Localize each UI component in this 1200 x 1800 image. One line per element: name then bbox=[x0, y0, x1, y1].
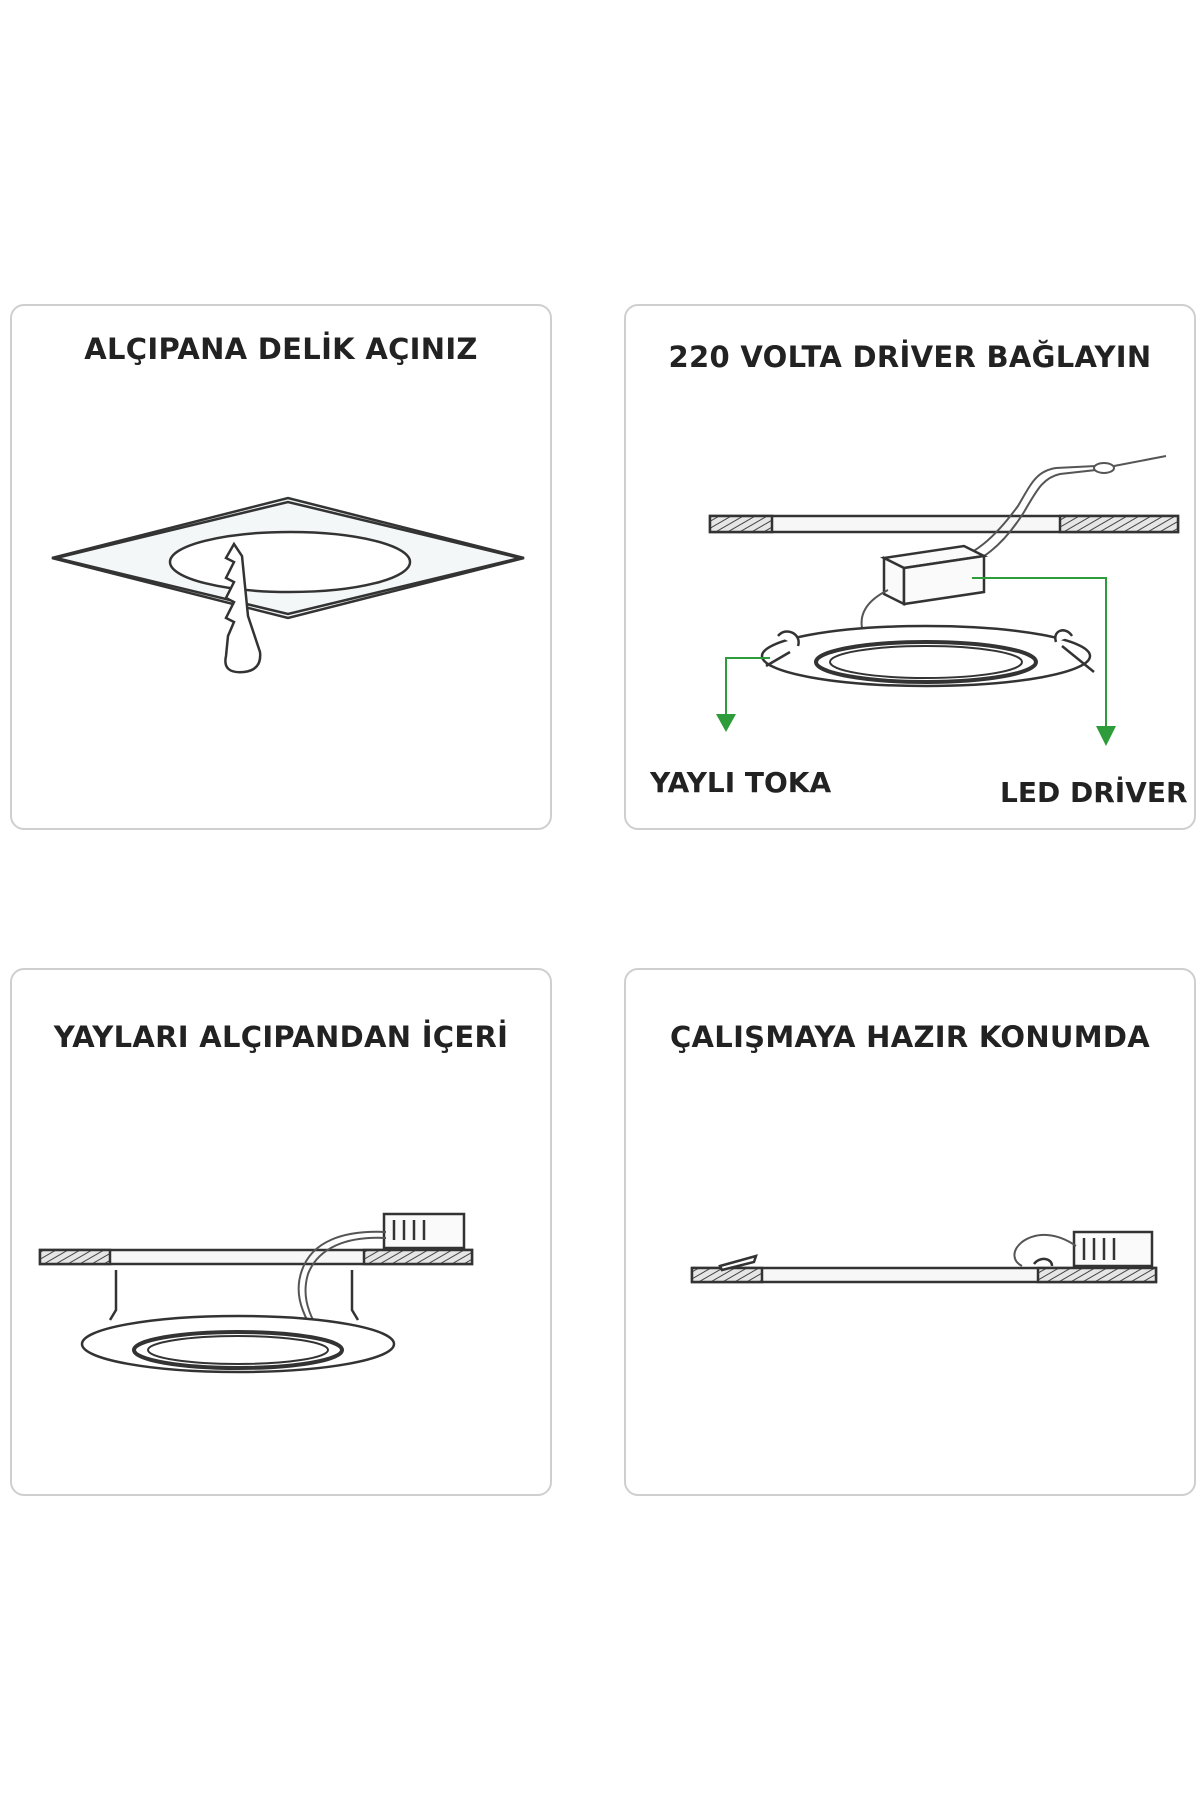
led-driver-label: LED DRİVER bbox=[1000, 776, 1188, 809]
ceiling-board-icon bbox=[40, 1250, 472, 1264]
springs-into-drywall-illustration bbox=[12, 970, 550, 1494]
led-driver-box-icon bbox=[884, 546, 984, 604]
step-3-title: YAYLARI ALÇIPANDAN İÇERİ bbox=[53, 1020, 509, 1054]
step-1-panel bbox=[10, 304, 552, 830]
step-3-panel bbox=[10, 968, 552, 1496]
spring-clip-icon bbox=[110, 1270, 358, 1320]
power-cable-icon bbox=[299, 1232, 386, 1322]
led-panel-icon bbox=[82, 1316, 394, 1372]
spring-clip-label: YAYLI TOKA bbox=[650, 766, 832, 799]
drywall-board-icon bbox=[52, 498, 524, 618]
led-driver-box-icon bbox=[384, 1214, 464, 1248]
driver-connection-illustration bbox=[626, 306, 1194, 828]
led-driver-box-icon bbox=[1074, 1232, 1152, 1266]
drywall-hole-illustration bbox=[12, 306, 550, 828]
ceiling-board-icon bbox=[692, 1268, 1156, 1282]
ready-position-illustration bbox=[626, 970, 1194, 1494]
step-2-title: 220 VOLTA DRİVER BAĞLAYIN bbox=[668, 340, 1152, 374]
step-2-panel bbox=[624, 304, 1196, 830]
step-1-title: ALÇIPANA DELİK AÇINIZ bbox=[84, 332, 478, 366]
step-4-title: ÇALIŞMAYA HAZIR KONUMDA bbox=[669, 1020, 1151, 1054]
ceiling-board-icon bbox=[710, 516, 1178, 532]
led-panel-icon bbox=[762, 626, 1090, 686]
step-4-panel bbox=[624, 968, 1196, 1496]
